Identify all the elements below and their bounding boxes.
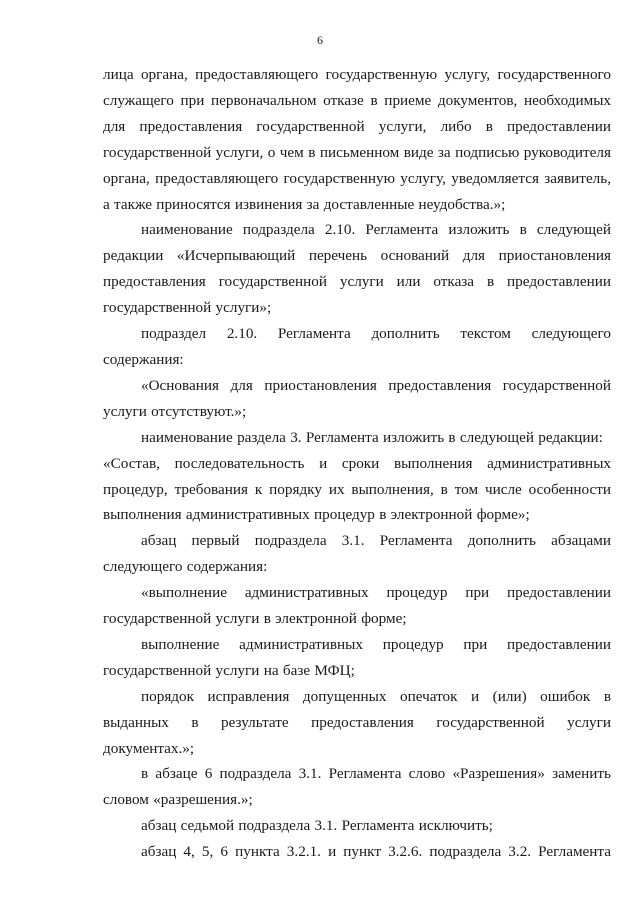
- page-number: 6: [317, 33, 323, 47]
- paragraph-clause-3-2: абзац 4, 5, 6 пункта 3.2.1. и пункт 3.2.6. подраздела 3.2. Регламента: [141, 843, 611, 861]
- paragraph-suspension-grounds: «Основания для приостановления предоставления государственной услуги отсутствуют.»;: [103, 376, 611, 420]
- document-body: [103, 62, 611, 865]
- paragraph-exclusion: абзац седьмой подраздела 3.1. Регламента исключить;: [141, 817, 493, 835]
- paragraph-continuation: лица органа, предоставляющего государственную услугу, государственного служащего при первоначальном отказе в приеме документов, необходимых для предоставления государственной услуги, либо в предоставлении государственной услуги, о чем в письменном виде за подписью руководителя органа, предоставляющего государственную услугу, уведомляется заявитель, а также приносятся извинения за доставленные неудобства.»;: [103, 66, 611, 213]
- paragraph-section-3-title: наименование раздела 3. Регламента изложить в следующей редакции:: [141, 428, 603, 446]
- paragraph-subsection-3-1-addition: абзац первый подраздела 3.1. Регламента дополнить абзацами следующего содержания:: [103, 532, 611, 576]
- paragraph-subsection-2-10-addition: подраздел 2.10. Регламента дополнить текстом следующего содержания:: [103, 325, 611, 368]
- paragraph-word-replacement: в абзаце 6 подраздела 3.1. Регламента слово «Разрешения» заменить словом «разрешения.»;: [103, 765, 611, 809]
- paragraph-electronic-procedures: «выполнение административных процедур при предоставлении государственной услуги в электронной форме;: [103, 584, 611, 628]
- paragraph-error-correction: порядок исправления допущенных опечаток и (или) ошибок в выданных в результате предоставления государственной услуги документах.»;: [103, 687, 611, 757]
- paragraph-mfc-procedures: выполнение административных процедур при предоставлении государственной услуги на базе МФЦ;: [103, 635, 611, 679]
- paragraph-section-3-new-title: «Состав, последовательность и сроки выполнения административных процедур, требования к порядку их выполнения, в том числе особенности выполнения административных процедур в электронной форме»;: [103, 454, 611, 524]
- paragraph-subsection-2-10-title: наименование подраздела 2.10. Регламента изложить в следующей редакции «Исчерпывающий перечень оснований для приостановления предоставления государственной услуги или отказа в предоставлении государственной услуги»;: [103, 221, 611, 317]
